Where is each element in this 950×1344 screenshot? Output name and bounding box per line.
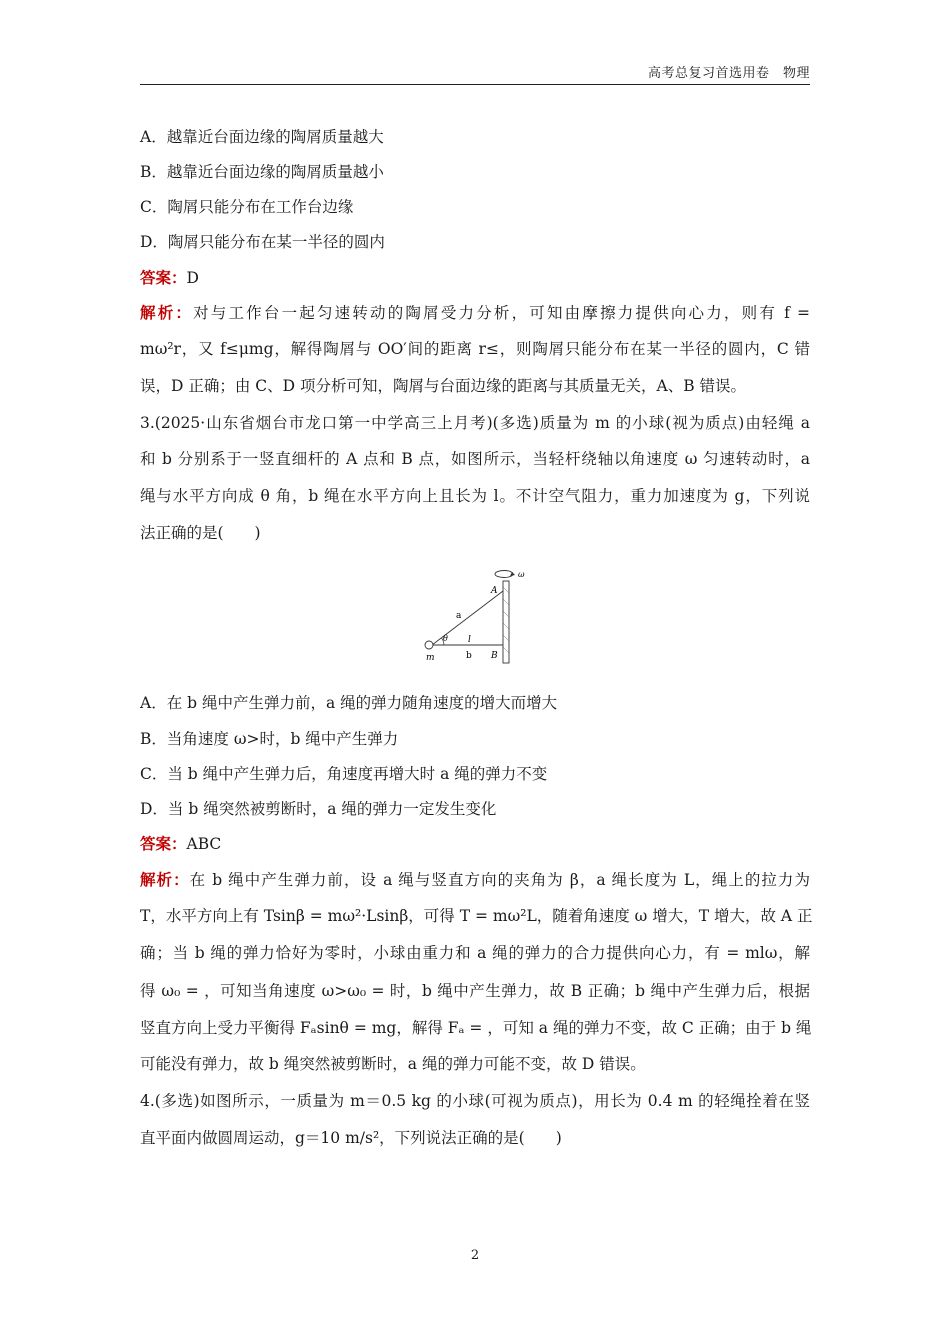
q3-stem-line-1: 3.(2025·山东省烟台市龙口第一中学高三上月考)(多选)质量为 m 的小球(视为质点)由轻绳 a [140,414,810,432]
q3-stem-line-2: 和 b 分别系于一竖直细杆的 A 点和 B 点，如图所示，当轻杆绕轴以角速度 ω 匀速转动时，a [140,450,810,468]
answer-label: 答案： [140,268,187,287]
rotation-arrowhead [510,572,515,576]
ball [425,641,433,649]
label-A: A [491,586,498,596]
q3-analysis-line-2: T，水平方向上有 Tsinβ = mω²·Lsinβ，可得 T = mω²L，随着角速度 ω 增大，T 增大，故 A 正 [140,907,813,925]
label-b: b [466,651,472,661]
analysis-label: 解析： [140,303,194,322]
analysis-text: 对与工作台一起匀速转动的陶屑受力分析，可知由摩擦力提供向心力，则有 f = [193,304,810,322]
q2-analysis-line-3: 误，D 正确；由 C、D 项分析可知，陶屑与台面边缘的距离与其质量无关，A、B 错误。 [140,377,747,395]
q3-answer [140,833,810,855]
q2-analysis-line-2: mω²r，又 f≤μmg，解得陶屑与 OO′间的距离 r≤，则陶屑只能分布在某一半径的圆内，C 错 [140,340,810,358]
q3-option-d: D．当 b 绳突然被剪断时，a 绳的弹力一定发生变化 [140,800,497,818]
answer-value: D [186,269,199,287]
analysis-text: 在 b 绳中产生弹力前，设 a 绳与竖直方向的夹角为 β，a 绳长度为 L，绳上的拉力为 [189,871,810,889]
vertical-rod [503,581,509,663]
q3-stem-line-3: 绳与水平方向成 θ 角，b 绳在水平方向上且长为 l。不计空气阻力，重力加速度为 g，下列说 [140,487,810,505]
label-a: a [456,611,462,621]
q3-analysis-line-1 [140,869,810,891]
q3-analysis-line-6: 可能没有弹力，故 b 绳突然被剪断时，a 绳的弹力可能不变，故 D 错误。 [140,1055,646,1073]
header-divider [140,84,810,85]
rod-rope-figure [420,567,532,667]
q4-stem-line-1: 4.(多选)如图所示，一质量为 m＝0.5 kg 的小球(可视为质点)，用长为 0.4 m 的轻绳拴着在竖 [140,1092,810,1110]
label-omega: ω [518,570,525,579]
q2-option-d: D．陶屑只能分布在某一半径的圆内 [140,233,385,251]
label-B: B [491,651,498,661]
q3-analysis-line-5: 竖直方向上受力平衡得 Fₐsinθ = mg，解得 Fₐ = ，可知 a 绳的弹力不变，故 C 正确；由于 b 绳 [140,1019,812,1037]
q3-analysis-line-4: 得 ω₀ = ，可知当角速度 ω>ω₀ = 时，b 绳中产生弹力，故 B 正确；b 绳中产生弹力后，根据 [140,982,810,1000]
answer-value: ABC [186,835,222,853]
q3-option-b: B．当角速度 ω>时，b 绳中产生弹力 [140,730,399,748]
page-header: 高考总复习首选用卷 物理 [647,66,810,81]
q3-stem-line-4: 法正确的是( ) [140,524,261,542]
label-theta: θ [443,634,448,643]
label-l: l [468,635,471,645]
q3-option-c: C．当 b 绳中产生弹力后，角速度再增大时 a 绳的弹力不变 [140,765,548,783]
q2-option-b: B．越靠近台面边缘的陶屑质量越小 [140,163,384,181]
q2-option-c: C．陶屑只能分布在工作台边缘 [140,198,354,216]
label-m: m [426,653,435,663]
q4-stem-line-2: 直平面内做圆周运动，g＝10 m/s²，下列说法正确的是( ) [140,1129,562,1147]
page-number: 2 [470,1248,480,1263]
answer-label: 答案： [140,834,187,853]
q2-answer [140,267,810,289]
q3-option-a: A．在 b 绳中产生弹力前，a 绳的弹力随角速度的增大而增大 [140,694,558,712]
rotation-arrow [495,571,513,578]
q2-option-a: A．越靠近台面边缘的陶屑质量越大 [140,128,384,146]
q3-analysis-line-3: 确；当 b 绳的弹力恰好为零时，小球由重力和 a 绳的弹力的合力提供向心力，有 = mlω，解 [140,944,810,962]
analysis-label: 解析： [140,870,190,889]
q2-analysis-line-1 [140,302,810,324]
